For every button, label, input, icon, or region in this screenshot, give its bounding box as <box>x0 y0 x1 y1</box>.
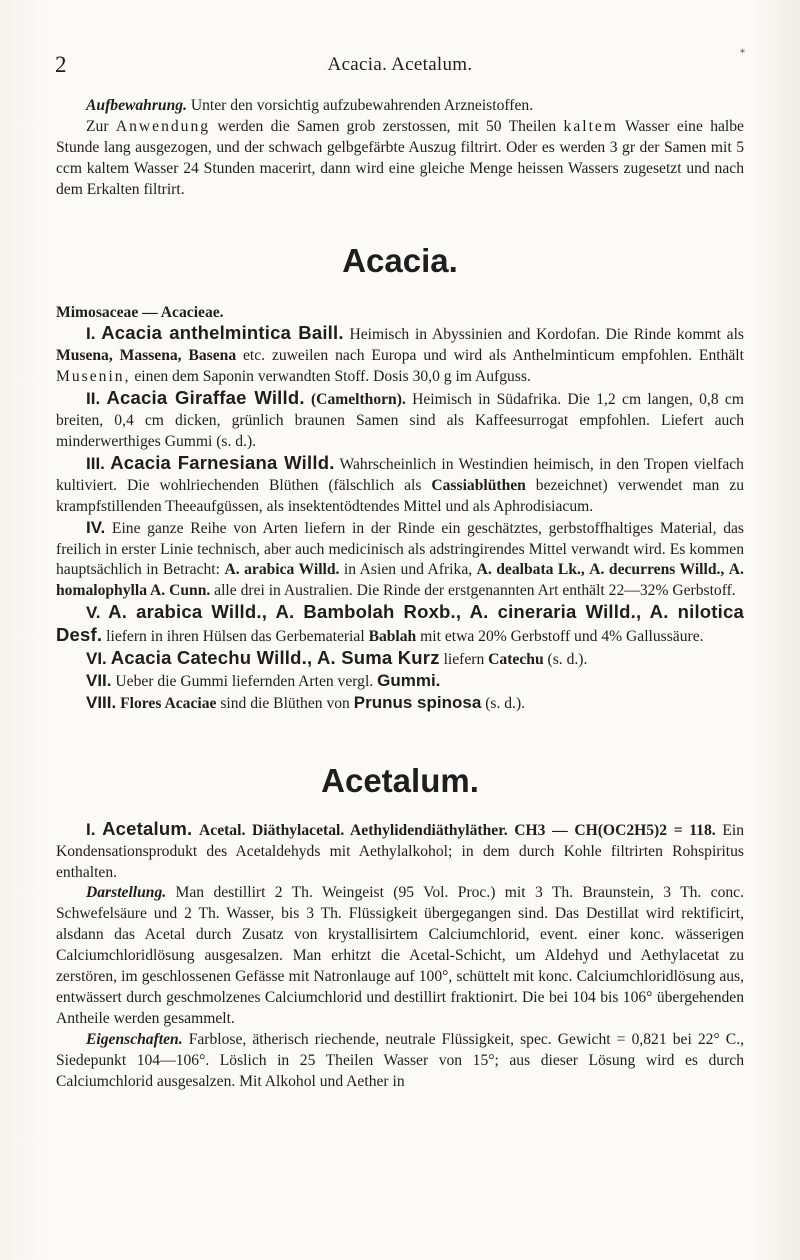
entry-text: etc. zuweilen nach Europa und wird als Anthelminticum empfohlen. Enthält <box>243 347 744 365</box>
drug-name: Basena <box>188 347 237 365</box>
species-name: A. dealbata Lk., <box>476 561 585 579</box>
anwendung-text-b: werden die Samen grob zerstossen, mit 50 Theilen <box>217 117 557 135</box>
species-name: Prunus spinosa <box>353 692 482 712</box>
entry-number: V. <box>86 603 101 623</box>
entry-text: liefern in ihren Hülsen das Gerbematerial <box>106 628 365 646</box>
species-name: A. homalophylla A. Cunn. <box>56 561 744 600</box>
species-name: Acacia Giraffae Willd. <box>106 387 305 409</box>
species-name: Acacia Farnesiana Willd. <box>110 451 335 473</box>
anwendung-text-a: Zur <box>86 117 109 135</box>
family-line: Mimosaceae — Acacieae. <box>56 303 224 321</box>
entry-acacia-ii <box>56 388 744 453</box>
drug-name: Catechu <box>488 651 544 669</box>
entry-text: bezeichnet) verwendet man zu krampfstillenden Theeaufgüssen, als insektentödtendes Mittel und als Aphrodisiacum. <box>56 476 744 515</box>
entry-text: in Asien und Afrika, <box>343 561 473 579</box>
page-body <box>56 96 744 1093</box>
aufbewahrung-paragraph <box>56 96 744 117</box>
drug-name: Musena, <box>56 347 113 365</box>
eigenschaften-paragraph <box>56 1030 744 1093</box>
entry-text: Heimisch in Südafrika. Die 1,2 cm langen, 0,8 cm breiten, 0,4 cm dicken, grünlich braunen Samen sind als Kaffeesurrogat empfohlen. Liefert auch minderwerthiges Gummi (s. d.). <box>56 391 744 450</box>
species-name: A. arabica Willd., A. Bambolah Roxb., A. cineraria Willd., A. nilotica Desf. <box>56 601 744 646</box>
entry-number: VIII. <box>86 692 117 712</box>
anwendung-label: Anwendung <box>115 117 211 135</box>
entry-acacia-i <box>56 323 744 388</box>
entry-acacia-vi <box>56 648 744 671</box>
entry-text: sind die Blüthen von <box>220 694 350 712</box>
aufbewahrung-text: Unter den vorsichtig aufzubewahrenden Arzneistoffen. <box>190 97 534 114</box>
entry-number: VI. <box>86 649 107 669</box>
entry-text: (s. d.). <box>547 651 588 669</box>
entry-number: IV. <box>86 517 106 537</box>
entry-number: III. <box>86 453 105 473</box>
drug-name: Acetalum. <box>102 817 193 839</box>
entry-number: I. <box>86 324 96 344</box>
eigenschaften-text: Farblose, ätherisch riechende, neutrale Flüssigkeit, spec. Gewicht = 0,821 bei 22° C., Siedepunkt 104—106°. Löslich in 25 Theilen Wasser von 15°; aus dieser Lösung wird es durch Calciumchlorid ausgesalzen. Mit Alkohol und Aether in <box>56 1030 744 1090</box>
section-label-aufbewahrung: Aufbewahrung. <box>86 97 187 114</box>
entry-acacia-vii <box>56 671 744 693</box>
cross-reference: Gummi. <box>377 670 441 690</box>
synonyms-formula: Acetal. Diäthylacetal. Aethylidendiäthyläther. CH3 — CH(OC2H5)2 = 118. <box>199 821 716 839</box>
entry-text: Ein Kondensationsprodukt des Acetaldehyds mit Aethylalkohol; in dem durch Kohle filtrirten Rohspiritus enthalten. <box>56 821 745 881</box>
running-head-title: Acacia. Acetalum. <box>327 54 473 75</box>
entry-text: Eine ganze Reihe von Arten liefern in der Rinde ein geschätztes, gerbstoffhaltiges Material, das freilich in erster Linie technisch, aber auch medicinisch als adstringirendes Mittel verwandt wird. Es kommen hauptsächlich in Betracht: <box>56 519 745 579</box>
entry-acacia-viii <box>56 693 744 715</box>
entry-text: Ueber die Gummi liefernden Arten vergl. <box>115 672 374 690</box>
entry-text: alle drei in Australien. Die Rinde der erstgenannten Art enthält 22—32% Gerbstoff. <box>214 582 736 600</box>
drug-name: Flores Acaciae <box>120 694 217 712</box>
section-label-eigenschaften: Eigenschaften. <box>86 1030 183 1048</box>
entry-number: VII. <box>86 670 112 690</box>
species-name: Acacia anthelmintica Baill. <box>101 322 344 344</box>
species-name: A. decurrens Willd., <box>589 561 725 579</box>
corner-mark: * <box>740 48 745 59</box>
entry-number: II. <box>86 389 101 409</box>
entry-number: I. <box>86 819 96 839</box>
species-name: Acacia Catechu Willd., A. Suma Kurz <box>110 647 440 669</box>
common-name: (Camelthorn). <box>310 391 406 409</box>
entry-text: (s. d.). <box>485 694 526 712</box>
drug-name: Bablah <box>368 628 417 646</box>
entry-acacia-iii <box>56 453 744 518</box>
substance-name: Musenin, <box>56 368 131 386</box>
entry-text: Wahrscheinlich in Westindien heimisch, in den Tropen vielfach kultiviert. Die wohlriechenden Blüthen (fälschlich als <box>56 455 744 494</box>
darstellung-paragraph <box>56 883 744 1029</box>
drug-name: Massena, <box>119 347 182 365</box>
entry-acetalum-i <box>56 819 744 884</box>
anwendung-paragraph <box>56 117 744 201</box>
section-label-darstellung: Darstellung. <box>86 884 167 902</box>
entry-text: einen dem Saponin verwandten Stoff. Dosis 30,0 g im Aufguss. <box>134 368 531 386</box>
entry-text: mit etwa 20% Gerbstoff und 4% Gallussäure. <box>420 628 704 646</box>
entry-text: Heimisch in Abyssinien and Kordofan. Die Rinde kommt als <box>349 326 744 344</box>
running-head <box>55 48 745 82</box>
kaltem-spaced: kaltem <box>563 117 618 135</box>
darstellung-text: Man destillirt 2 Th. Weingeist (95 Vol. Proc.) mit 3 Th. Braunstein, 3 Th. conc. Schwefelsäure und 2 Th. Wasser, bis 3 Th. Flüssigkeit übergegangen sind. Das Destillat wird rektificirt, alsdann das Acetal durch Zusatz von krystallisirtem Calciumchlorid, event. einer konc. wässerigen Calciumchloridlösung ausgesalzen. Man erhitzt die Acetal-Schicht, um Aldehyd und Aethylacetat zu zerstören, im geschlossenen Gefässe mit Natronlauge auf 100°, schüttelt mit konc. Calciumchloridlösung aus, entwässert durch geschmolzenes Calciumchlorid und destillirt fraktionirt. Die bei 104 bis 106° übergehenden Antheile werden gesammelt. <box>56 884 744 1027</box>
heading-acetalum: Acetalum. <box>321 761 479 799</box>
anwendung-text-c: Wasser eine halbe Stunde lang ausgezogen, und der schwach gelbgefärbte Auszug filtrirt. Oder es werden 3 gr der Samen mit 5 ccm kaltem Wasser 24 Stunden macerirt, dann wird eine gleiche Menge heissen Wassers zugesetzt und nach dem Erkalten filtrirt. <box>56 117 744 198</box>
species-name: A. arabica Willd. <box>224 561 340 579</box>
entry-text: liefern <box>443 651 485 669</box>
entry-acacia-v <box>56 602 744 648</box>
heading-acacia: Acacia. <box>342 241 458 279</box>
page-number: 2 <box>55 52 67 77</box>
entry-acacia-iv <box>56 518 744 603</box>
drug-name: Cassiablüthen <box>431 476 526 494</box>
